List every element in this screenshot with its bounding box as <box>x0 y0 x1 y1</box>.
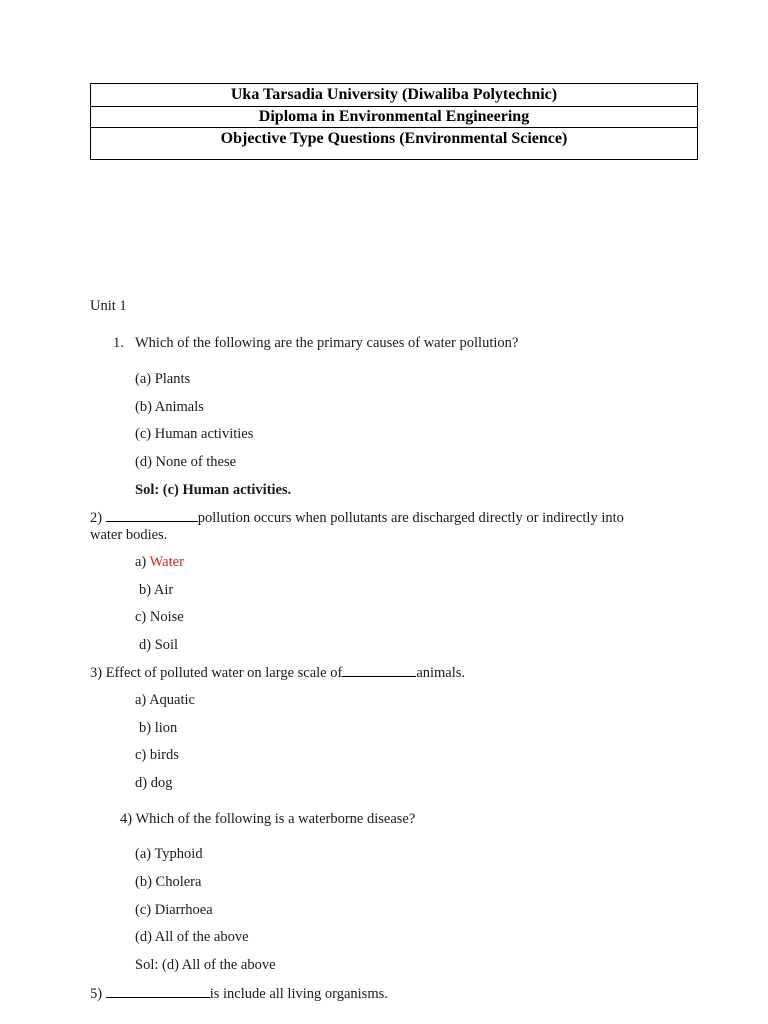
q2-option-a <box>135 553 184 571</box>
q4-text: 4) Which of the following is a waterborne disease? <box>120 811 416 827</box>
q4-option-b: (b) Cholera <box>135 874 202 890</box>
q3-option-c: c) birds <box>135 747 179 763</box>
q5-stem <box>90 984 388 1003</box>
q1-solution: Sol: (c) Human activities. <box>135 482 292 498</box>
header-divider-2 <box>91 127 697 128</box>
q3-option-a: a) Aquatic <box>135 692 195 708</box>
q2-text: pollution occurs when pollutants are discharged directly or indirectly into <box>197 510 624 526</box>
q5-text: is include all living organisms. <box>209 986 388 1002</box>
q2-option-a-label: a) <box>135 554 150 570</box>
header-box <box>90 83 698 160</box>
q3-blank <box>342 663 416 677</box>
q1-number: 1. <box>113 335 124 351</box>
q2-text-line2: water bodies. <box>90 527 168 543</box>
q2-stem <box>90 508 624 527</box>
q2-option-b: b) Air <box>139 582 174 598</box>
q3-text: 3) Effect of polluted water on large scale of <box>90 665 343 681</box>
q3-option-b: b) lion <box>139 720 178 736</box>
unit-label: Unit 1 <box>90 298 127 314</box>
header-subject: Objective Type Questions (Environmental Science) <box>220 130 568 147</box>
q4-option-a: (a) Typhoid <box>135 846 203 862</box>
q4-solution: Sol: (d) All of the above <box>135 957 276 973</box>
q4-option-d: (d) All of the above <box>135 929 249 945</box>
q3-text-end: animals. <box>416 665 466 681</box>
q1-option-d: (d) None of these <box>135 454 237 470</box>
q1-option-b: (b) Animals <box>135 399 204 415</box>
q4-option-c: (c) Diarrhoea <box>135 902 213 918</box>
q1-option-a: (a) Plants <box>135 371 191 387</box>
q2-option-d: d) Soil <box>139 637 179 653</box>
q5-blank <box>106 984 210 998</box>
q3-option-d: d) dog <box>135 775 173 791</box>
q2-number: 2) <box>90 510 103 526</box>
q5-number: 5) <box>90 986 103 1002</box>
q1-text: Which of the following are the primary causes of water pollution? <box>135 335 519 351</box>
header-program: Diploma in Environmental Engineering <box>258 108 530 125</box>
q2-option-c: c) Noise <box>135 609 184 625</box>
q2-blank <box>106 508 198 522</box>
header-university: Uka Tarsadia University (Diwaliba Polytechnic) <box>230 86 558 103</box>
q2-answer-highlight: Water <box>149 554 184 570</box>
q3-stem <box>90 663 465 682</box>
q1-option-c: (c) Human activities <box>135 426 254 442</box>
